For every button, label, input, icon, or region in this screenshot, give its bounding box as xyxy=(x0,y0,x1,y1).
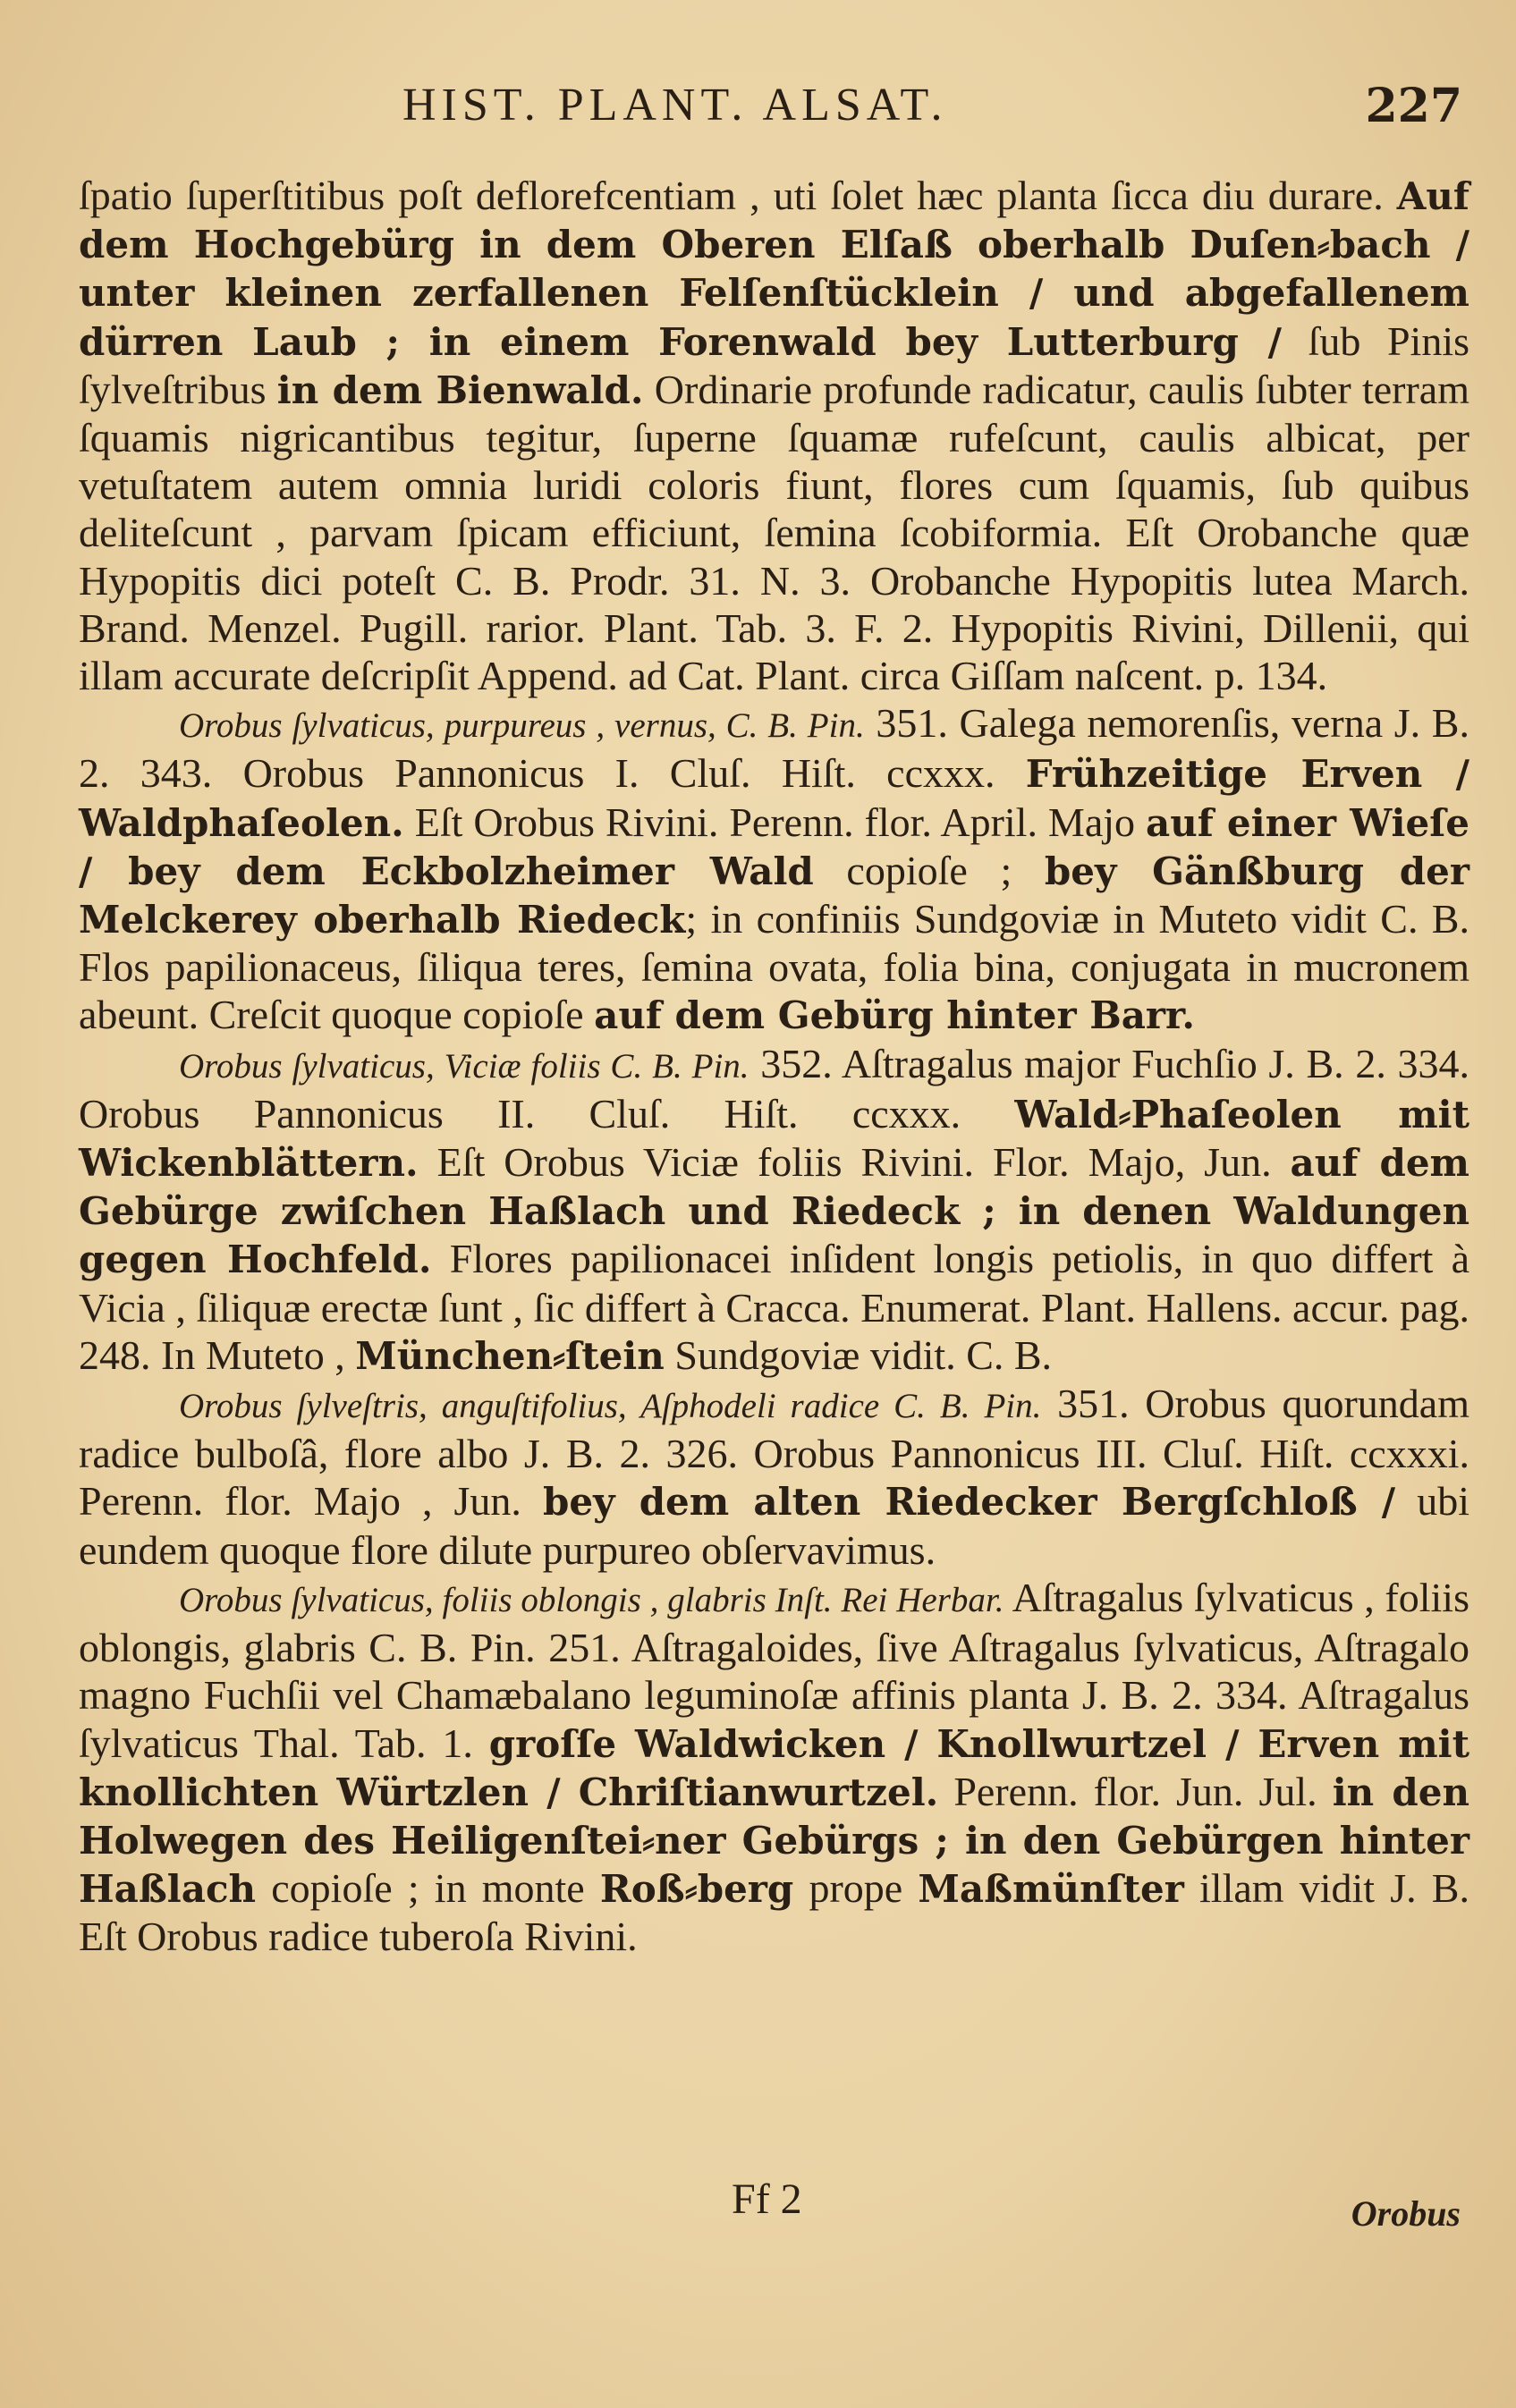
body-text xyxy=(79,172,1469,1961)
catchword: Orobus xyxy=(1351,2193,1461,2234)
german-text: groſſe Waldwicken / Knollwurtzel / Erven mit knollichten Würtzlen / Chriſtianwurtzel. xyxy=(79,1721,1469,1814)
entry-heading: Orobus ſylvaticus, foliis oblongis , glabris Inſt. Rei Herbar. xyxy=(179,1580,1004,1619)
entry-orobus-vernus: Orobus ſylvaticus, purpureus , vernus, C. B. Pin. 351. Galega nemorenſis, verna J. B. 2. 343. Orobus Pannonicus I. Cluſ. Hiſt. ccxxx. Frühzeitige Erven / Waldphaſeolen. Eſt Orobus Rivini. Perenn. flor. April. Majo auf einer Wieſe / bey dem Eckbolzheimer Wald copioſe ; bey Gänßburg der Melckerey oberhalb Riedeck; in confiniis Sundgoviæ in Muteto vidit C. B. Flos papilionaceus, ſiliqua teres, ſemina ovata, folia bina, conjugata in mucronem abeunt. Creſcit quoque copioſe auf dem Gebürg hinter Barr. xyxy=(79,700,1469,1038)
german-text: bey dem alten Riedecker Bergſchloß / xyxy=(543,1480,1396,1525)
german-text: auf dem Gebürge zwiſchen Haßlach und Riedeck ; in denen Waldungen gegen Hochfeld. xyxy=(79,1141,1469,1282)
entry-heading: Orobus ſylvaticus, Viciæ foliis C. B. Pin. xyxy=(179,1046,750,1086)
entry-orobus-sylvestris: Orobus ſylveſtris, anguſtifolius, Aſphodeli radice C. B. Pin. 351. Orobus quorundam radice bulboſâ, flore albo J. B. 2. 326. Orobus Pannonicus III. Cluſ. Hiſt. ccxxxi. Perenn. flor. Majo , Jun. bey dem alten Riedecker Bergſchloß / ubi eundem quoque flore dilute purpureo obſervavimus. xyxy=(79,1381,1470,1573)
page-number: 227 xyxy=(1365,79,1462,133)
entry-heading: Orobus ſylveſtris, anguſtifolius, Aſphodeli radice C. B. Pin. xyxy=(179,1387,1042,1426)
entry-orobus-oblongis: Orobus ſylvaticus, foliis oblongis , glabris Inſt. Rei Herbar. Aſtragalus ſylvaticus , foliis oblongis, glabris C. B. Pin. 251. Aſtragaloides, ſive Aſtragalus ſylvaticus, Aſtragalo magno Fuchſii vel Chamæbalano leguminoſæ affinis planta J. B. 2. 334. Aſtragalus ſylvaticus Thal. Tab. 1. groſſe Waldwicken / Knollwurtzel / Erven mit knollichten Würtzlen / Chriſtianwurtzel. Perenn. flor. Jun. Jul. in den Holwegen des Heiligenſtei⸗ner Gebürgs ; in den Gebürgen hinter Haßlach copioſe ; in monte Roß⸗berg prope Maßmünſter illam vidit J. B. Eſt Orobus radice tuberoſa Rivini. xyxy=(79,1574,1469,1960)
german-text: Auf dem Hochgebürg in dem Oberen Elſaß oberhalb Duſen⸗bach / unter kleinen zerfallenen Felſenſtücklein / und abgefallenem dürren Laub ; in einem Forenwald bey Lutterburg / xyxy=(79,174,1469,364)
german-text: auf dem Gebürg hinter Barr. xyxy=(594,993,1195,1038)
german-text: bey Gänßburg der Melckerey oberhalb Riedeck xyxy=(79,849,1469,942)
paragraph-hypopitis: ſpatio ſuperſtitibus poſt deflorefcentiam , uti ſolet hæc planta ſicca diu durare. Auf dem Hochgebürg in dem Oberen Elſaß oberhalb Duſen⸗bach / unter kleinen zerfallenen Felſenſtücklein / und abgefallenem dürren Laub ; in einem Forenwald bey Lutterburg / ſub Pinis ſylveſtribus in dem Bienwald. Ordinarie profunde radicatur, caulis ſubter terram ſquamis nigricantibus tegitur, ſuperne ſquamæ rufeſcunt, caulis albicat, per vetuſtatem autem omnia luridi coloris fiunt, flores cum ſquamis, ſub quibus deliteſcunt , parvam ſpicam efficiunt, ſemina ſcobiformia. Eſt Orobanche quæ Hypopitis dici poteſt C. B. Prodr. 31. N. 3. Orobanche Hypopitis lutea March. Brand. Menzel. Pugill. rarior. Plant. Tab. 3. F. 2. Hypopitis Rivini, Dillenii, qui illam accurate deſcripſit Append. ad Cat. Plant. circa Giſſam naſcent. p. 134. xyxy=(79,173,1470,699)
german-text: Roß⸗berg xyxy=(599,1867,794,1912)
german-text: München⸗ſtein xyxy=(355,1333,665,1378)
entry-heading: Orobus ſylvaticus, purpureus , vernus, C. B. Pin. xyxy=(179,706,865,746)
german-text: in dem Bienwald. xyxy=(276,368,644,412)
german-text: Maßmünſter xyxy=(918,1867,1184,1912)
running-head: HIST. PLANT. ALSAT. xyxy=(402,80,948,131)
entry-orobus-viciae: Orobus ſylvaticus, Viciæ foliis C. B. Pin. 352. Aſtragalus major Fuchſio J. B. 2. 334. Orobus Pannonicus II. Cluſ. Hiſt. ccxxx. Wald⸗Phaſeolen mit Wickenblättern. Eſt Orobus Viciæ foliis Rivini. Flor. Majo, Jun. auf dem Gebürge zwiſchen Haßlach und Riedeck ; in denen Waldungen gegen Hochfeld. Flores papilionacei inſident longis petiolis, in quo differt à Vicia , ſiliquæ erectæ ſunt , ſic differt à Cracca. Enumerat. Plant. Hallens. accur. pag. 248. In Muteto , München⸗ſtein Sundgoviæ vidit. C. B. xyxy=(79,1040,1470,1378)
signature-mark: Ff 2 xyxy=(732,2176,802,2223)
german-text: Wald⸗Phaſeolen mit Wickenblättern. xyxy=(79,1092,1469,1186)
german-text: Frühzeitige Erven / Waldphaſeolen. xyxy=(79,752,1469,845)
german-text: in den Holwegen des Heiligenſtei⸗ner Gebürgs ; in den Gebürgen hinter Haßlach xyxy=(79,1770,1469,1912)
german-text: auf einer Wieſe / bey dem Eckbolzheimer Wald xyxy=(79,800,1469,893)
page-header xyxy=(80,79,1462,141)
